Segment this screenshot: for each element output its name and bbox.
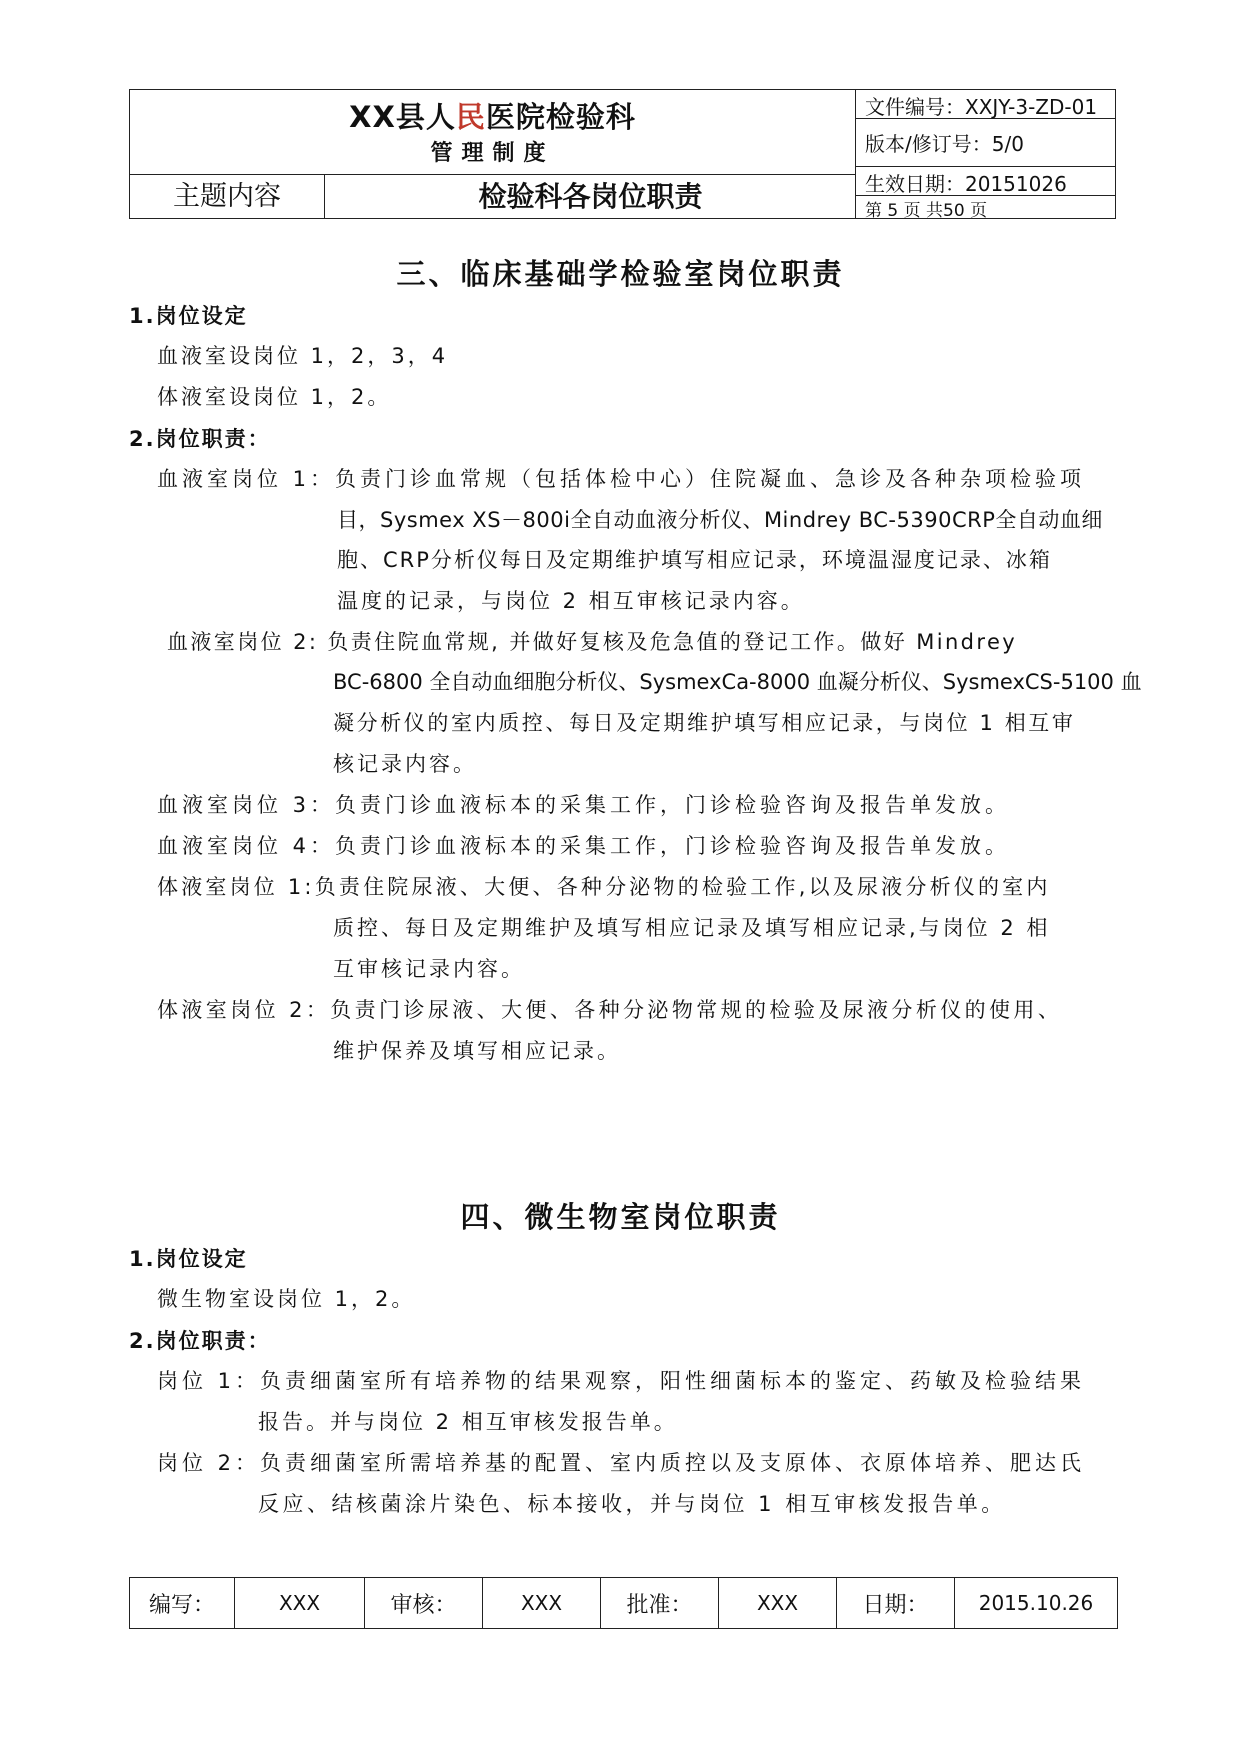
write-value: XXX xyxy=(235,1578,365,1628)
duty-line: 岗位 1：负责细菌室所有培养物的结果观察，阳性细菌标本的鉴定、药敏及检验结果 xyxy=(157,1369,1086,1393)
duty-line: 岗位 2：负责细菌室所需培养基的配置、室内质控以及支原体、衣原体培养、肥达氏 xyxy=(157,1451,1086,1475)
duty-line: 核记录内容。 xyxy=(333,752,477,776)
duty-line: 温度的记录，与岗位 2 相互审核记录内容。 xyxy=(337,589,805,613)
duty-line: 反应、结核菌涂片染色、标本接收，并与岗位 1 相互审核发报告单。 xyxy=(258,1492,1006,1516)
duty-line: 凝分析仪的室内质控、每日及定期维护填写相应记录，与岗位 1 相互审 xyxy=(333,711,1076,735)
section-title: 三、临床基础学检验室岗位职责 xyxy=(396,257,845,291)
subsection-heading: 2.岗位职责： xyxy=(129,427,271,451)
signature-footer-table xyxy=(129,1577,1118,1629)
duty-line: 体液室岗位 2：负责门诊尿液、大便、各种分泌物常规的检验及尿液分析仪的使用、 xyxy=(157,998,1063,1022)
date-value: 2015.10.26 xyxy=(978,1591,1094,1615)
review-value: XXX xyxy=(483,1578,601,1628)
review-label: 审核： xyxy=(365,1578,483,1628)
position-setup-line: 微生物室设岗位 1，2。 xyxy=(157,1287,416,1311)
duty-line: 血液室岗位 4：负责门诊血液标本的采集工作，门诊检验咨询及报告单发放。 xyxy=(157,834,1011,858)
duty-line: 血液室岗位 2: 负责住院血常规, 并做好复核及危急值的登记工作。做好 Mindrey xyxy=(167,630,1018,654)
subject-label: 主题内容 xyxy=(173,181,281,212)
duty-line: 互审核记录内容。 xyxy=(333,957,525,981)
duty-line: 血液室岗位 3：负责门诊血液标本的采集工作，门诊检验咨询及报告单发放。 xyxy=(157,793,1011,817)
position-setup-line: 体液室设岗位 1，2。 xyxy=(157,385,392,409)
header-divider xyxy=(855,166,1115,167)
write-label: 编写： xyxy=(130,1578,235,1628)
subject-title: 检验科各岗位职责 xyxy=(478,180,703,213)
position-setup-line: 血液室设岗位 1，2，3，4 xyxy=(157,344,449,368)
date-label: 日期： xyxy=(837,1578,955,1628)
header-divider xyxy=(324,174,325,218)
subsection-heading: 2.岗位职责： xyxy=(129,1329,271,1353)
duty-line: 体液室岗位 1:负责住院尿液、大便、各种分泌物的检验工作,以及尿液分析仪的室内 xyxy=(157,875,1051,899)
document-type: 管理制度 xyxy=(430,141,555,166)
organization-title: XX县人民医院检验科 xyxy=(349,100,636,134)
version-number: 版本/修订号：5/0 xyxy=(865,132,1024,156)
header-divider xyxy=(855,90,856,218)
duty-line: 报告。并与岗位 2 相互审核发报告单。 xyxy=(258,1410,678,1434)
duty-line: 血液室岗位 1：负责门诊血常规（包括体检中心）住院凝血、急诊及各种杂项检验项 xyxy=(157,467,1086,491)
duty-line: 维护保养及填写相应记录。 xyxy=(333,1039,621,1063)
effective-date: 生效日期：20151026 xyxy=(865,172,1067,196)
page-number: 第 5 页 共50 页 xyxy=(865,201,988,221)
duty-line: BC-6800 全自动血细胞分析仪、SysmexCa-8000 血凝分析仪、SysmexCS-5100 血 xyxy=(333,670,1142,694)
approve-label: 批准： xyxy=(601,1578,719,1628)
duty-line: 目，Sysmex XS－800i全自动血液分析仪、Mindrey BC-5390CRP全自动血细 xyxy=(337,508,1103,532)
approve-value: XXX xyxy=(719,1578,837,1628)
subsection-heading: 1.岗位设定 xyxy=(129,1247,248,1271)
document-header-table xyxy=(129,89,1116,219)
duty-line: 胞、CRP分析仪每日及定期维护填写相应记录，环境温湿度记录、冰箱 xyxy=(337,548,1052,572)
section-title: 四、微生物室岗位职责 xyxy=(460,1200,781,1234)
subsection-heading: 1.岗位设定 xyxy=(129,304,248,328)
duty-line: 质控、每日及定期维护及填写相应记录及填写相应记录,与岗位 2 相 xyxy=(333,916,1051,940)
file-number: 文件编号：XXJY-3-ZD-01 xyxy=(865,95,1098,119)
